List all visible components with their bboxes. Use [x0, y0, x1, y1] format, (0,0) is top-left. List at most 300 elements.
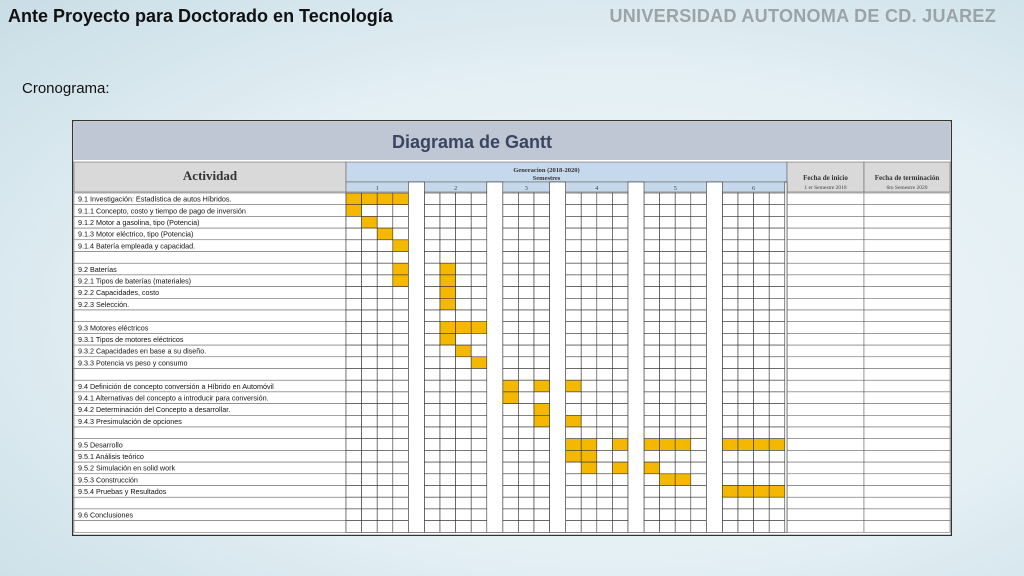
gantt-grid-cell [581, 509, 597, 521]
gantt-grid-cell [362, 322, 378, 334]
gantt-grid-cell [691, 228, 707, 240]
gantt-grid-cell [597, 462, 613, 474]
gantt-bar-cell [769, 439, 785, 451]
gantt-grid-cell [581, 275, 597, 287]
gantt-grid-cell [769, 427, 785, 439]
gantt-grid-cell [660, 521, 676, 533]
gantt-grid-cell [722, 415, 738, 427]
gantt-grid-cell [393, 521, 409, 533]
gantt-grid-cell [377, 427, 393, 439]
gantt-bar-cell [362, 216, 378, 228]
gantt-bar-cell [754, 486, 770, 498]
gantt-grid-cell [738, 263, 754, 275]
gantt-grid-cell [644, 380, 660, 392]
start-date-cell [787, 392, 864, 404]
gantt-grid-cell [503, 427, 519, 439]
gantt-grid-cell [644, 193, 660, 205]
gantt-grid-cell [722, 462, 738, 474]
gantt-grid-cell [346, 439, 362, 451]
gantt-grid-cell [581, 380, 597, 392]
gantt-grid-cell [612, 509, 628, 521]
gantt-grid-cell [534, 298, 550, 310]
start-date-cell [787, 205, 864, 217]
gantt-grid-cell [518, 509, 534, 521]
end-header: Fecha de terminación [874, 174, 940, 182]
end-date-cell [864, 474, 950, 486]
gantt-grid-cell [346, 486, 362, 498]
gantt-bar-cell [675, 474, 691, 486]
gantt-grid-cell [566, 216, 582, 228]
gantt-grid-cell [424, 357, 440, 369]
gantt-grid-cell [691, 497, 707, 509]
gantt-grid-cell [644, 427, 660, 439]
gantt-grid-cell [722, 298, 738, 310]
gantt-grid-cell [675, 462, 691, 474]
gantt-grid-cell [393, 369, 409, 381]
gantt-grid-cell [566, 345, 582, 357]
gantt-grid-cell [471, 497, 487, 509]
gantt-grid-cell [644, 345, 660, 357]
gantt-grid-cell [738, 333, 754, 345]
gantt-grid-cell [644, 357, 660, 369]
semester-number: 1 [375, 185, 379, 192]
gantt-grid-cell [581, 252, 597, 264]
gantt-grid-cell [566, 252, 582, 264]
gantt-grid-cell [362, 298, 378, 310]
semester-separator [487, 182, 503, 532]
gantt-grid-cell [471, 415, 487, 427]
gantt-grid-cell [675, 392, 691, 404]
gantt-bar-cell [566, 450, 582, 462]
gantt-grid-cell [644, 486, 660, 498]
gantt-grid-cell [440, 509, 456, 521]
gantt-bar-cell [534, 404, 550, 416]
gantt-grid-cell [362, 380, 378, 392]
activity-label: 9.5.2 Simulación en solid work [78, 463, 176, 473]
gantt-grid-cell [581, 205, 597, 217]
gantt-grid-cell [691, 240, 707, 252]
gantt-grid-cell [660, 298, 676, 310]
gantt-grid-cell [597, 486, 613, 498]
gantt-grid-cell [722, 357, 738, 369]
gantt-grid-cell [675, 497, 691, 509]
gantt-grid-cell [518, 240, 534, 252]
gantt-grid-cell [769, 287, 785, 299]
gantt-grid-cell [581, 287, 597, 299]
gantt-grid-cell [769, 474, 785, 486]
semester-separator [706, 182, 722, 532]
gantt-grid-cell [738, 252, 754, 264]
gantt-grid-cell [518, 298, 534, 310]
gantt-grid-cell [456, 497, 472, 509]
gantt-grid-cell [534, 333, 550, 345]
gantt-grid-cell [518, 216, 534, 228]
gantt-grid-cell [769, 263, 785, 275]
start-date-cell [787, 193, 864, 205]
gantt-grid-cell [424, 521, 440, 533]
gantt-grid-cell [597, 380, 613, 392]
gantt-bar-cell [754, 439, 770, 451]
activity-cell [74, 252, 346, 264]
gantt-grid-cell [456, 333, 472, 345]
gantt-grid-cell [581, 521, 597, 533]
end-date-cell [864, 310, 950, 322]
gantt-grid-cell [612, 310, 628, 322]
gantt-grid-cell [612, 392, 628, 404]
end-date-cell [864, 521, 950, 533]
gantt-grid-cell [722, 450, 738, 462]
gantt-grid-cell [377, 263, 393, 275]
activity-label: 9.3.1 Tipos de motores eléctricos [78, 335, 184, 344]
gantt-grid-cell [660, 333, 676, 345]
gantt-grid-cell [393, 252, 409, 264]
activity-label: 9.5.4 Pruebas y Resultados [78, 487, 167, 497]
gantt-grid-cell [440, 310, 456, 322]
gantt-grid-cell [346, 322, 362, 334]
gantt-grid-cell [581, 369, 597, 381]
gantt-grid-cell [424, 252, 440, 264]
activity-cell [74, 369, 346, 381]
start-date-cell [787, 497, 864, 509]
gantt-bar-cell [503, 380, 519, 392]
gantt-grid-cell [377, 298, 393, 310]
gantt-grid-cell [597, 240, 613, 252]
gantt-grid-cell [722, 228, 738, 240]
gantt-grid-cell [377, 415, 393, 427]
gantt-grid-cell [722, 205, 738, 217]
gantt-grid-cell [769, 228, 785, 240]
gantt-grid-cell [566, 497, 582, 509]
start-date-cell [787, 357, 864, 369]
start-sub: 1 er Semestre 2018 [804, 185, 847, 191]
semester-number: 6 [751, 185, 756, 192]
gantt-grid-cell [503, 263, 519, 275]
gantt-grid-cell [456, 462, 472, 474]
gantt-grid-cell [566, 486, 582, 498]
gantt-grid-cell [660, 380, 676, 392]
gantt-grid-cell [518, 345, 534, 357]
gantt-grid-cell [738, 275, 754, 287]
gantt-grid-cell [769, 415, 785, 427]
gantt-grid-cell [518, 474, 534, 486]
gantt-grid-cell [534, 357, 550, 369]
gantt-grid-cell [440, 228, 456, 240]
gantt-bar-cell [377, 228, 393, 240]
gantt-grid-cell [566, 404, 582, 416]
gantt-grid-cell [362, 263, 378, 275]
gantt-grid-cell [471, 333, 487, 345]
gantt-grid-cell [722, 287, 738, 299]
gantt-grid-cell [597, 287, 613, 299]
gantt-grid-cell [691, 287, 707, 299]
end-sub: 6to Semestre 2020 [886, 185, 928, 191]
gantt-bar-cell [738, 486, 754, 498]
gantt-grid-cell [456, 474, 472, 486]
gantt-grid-cell [377, 357, 393, 369]
gantt-grid-cell [644, 322, 660, 334]
gantt-grid-cell [660, 392, 676, 404]
gantt-grid-cell [754, 497, 770, 509]
gantt-grid-cell [597, 509, 613, 521]
gantt-grid-cell [566, 310, 582, 322]
gantt-grid-cell [660, 287, 676, 299]
gantt-grid-cell [738, 404, 754, 416]
gantt-grid-cell [393, 497, 409, 509]
gantt-grid-cell [644, 521, 660, 533]
gantt-grid-cell [691, 252, 707, 264]
section-subtitle: Cronograma: [22, 80, 110, 97]
gantt-grid-cell [393, 298, 409, 310]
gantt-grid-cell [424, 380, 440, 392]
gantt-grid-cell [362, 474, 378, 486]
gantt-grid-cell [440, 450, 456, 462]
gantt-grid-cell [424, 310, 440, 322]
gantt-grid-cell [377, 474, 393, 486]
gantt-grid-cell [362, 450, 378, 462]
gantt-grid-cell [362, 521, 378, 533]
gantt-grid-cell [597, 263, 613, 275]
gantt-grid-cell [612, 228, 628, 240]
gantt-grid-cell [597, 427, 613, 439]
gantt-grid-cell [612, 497, 628, 509]
gantt-grid-cell [597, 205, 613, 217]
gantt-bar-cell [660, 439, 676, 451]
activity-cell [74, 427, 346, 439]
gantt-bar-cell [612, 439, 628, 451]
gantt-grid-cell [675, 228, 691, 240]
gantt-grid-cell [534, 205, 550, 217]
gantt-grid-cell [377, 240, 393, 252]
end-date-cell [864, 298, 950, 310]
gantt-grid-cell [518, 380, 534, 392]
gantt-grid-cell [424, 427, 440, 439]
gantt-grid-cell [518, 369, 534, 381]
gantt-grid-cell [471, 216, 487, 228]
gantt-grid-cell [612, 193, 628, 205]
gantt-grid-cell [738, 240, 754, 252]
gantt-grid-cell [769, 369, 785, 381]
gantt-bar-cell [440, 275, 456, 287]
gantt-grid-cell [534, 392, 550, 404]
gantt-grid-cell [362, 205, 378, 217]
gantt-grid-cell [660, 486, 676, 498]
gantt-grid-cell [346, 333, 362, 345]
gantt-grid-cell [769, 333, 785, 345]
gantt-grid-cell [644, 509, 660, 521]
start-date-cell [787, 509, 864, 521]
gantt-grid-cell [424, 392, 440, 404]
start-date-cell [787, 216, 864, 228]
gantt-grid-cell [691, 322, 707, 334]
gantt-grid-cell [346, 310, 362, 322]
gantt-grid-cell [754, 322, 770, 334]
end-date-cell [864, 240, 950, 252]
gantt-grid-cell [503, 287, 519, 299]
gantt-grid-cell [754, 380, 770, 392]
semester-number: 5 [673, 185, 677, 192]
gantt-grid-cell [424, 450, 440, 462]
gantt-grid-cell [424, 193, 440, 205]
gantt-grid-cell [362, 439, 378, 451]
gantt-grid-cell [581, 228, 597, 240]
end-date-cell [864, 193, 950, 205]
gantt-grid-cell [566, 462, 582, 474]
gantt-grid-cell [754, 310, 770, 322]
gantt-grid-cell [424, 345, 440, 357]
gantt-grid-cell [754, 240, 770, 252]
gantt-grid-cell [738, 345, 754, 357]
activity-label: 9.3.2 Capacidades en base a su diseño. [78, 346, 207, 356]
gantt-grid-cell [362, 462, 378, 474]
gantt-grid-cell [518, 404, 534, 416]
gantt-grid-cell [644, 263, 660, 275]
start-date-cell [787, 427, 864, 439]
gantt-grid-cell [503, 345, 519, 357]
gantt-bar-cell [534, 415, 550, 427]
gantt-grid-cell [612, 252, 628, 264]
start-date-cell [787, 462, 864, 474]
gantt-grid-cell [612, 240, 628, 252]
gantt-grid-cell [518, 357, 534, 369]
gantt-grid-cell [518, 322, 534, 334]
gantt-grid-cell [362, 228, 378, 240]
gantt-grid-cell [722, 322, 738, 334]
gantt-grid-cell [393, 380, 409, 392]
gantt-grid-cell [722, 474, 738, 486]
gantt-grid-cell [660, 193, 676, 205]
gantt-grid-cell [503, 450, 519, 462]
end-date-cell [864, 216, 950, 228]
gantt-grid-cell [691, 404, 707, 416]
gantt-grid-cell [424, 275, 440, 287]
end-date-cell [864, 509, 950, 521]
gantt-grid-cell [362, 310, 378, 322]
gantt-grid-cell [769, 521, 785, 533]
gantt-grid-cell [660, 252, 676, 264]
gantt-grid-cell [362, 357, 378, 369]
gantt-grid-cell [534, 462, 550, 474]
gantt-grid-cell [769, 193, 785, 205]
end-date-cell [864, 369, 950, 381]
gantt-bar-cell [362, 193, 378, 205]
semester-number: 4 [595, 185, 599, 192]
gantt-grid-cell [754, 263, 770, 275]
gantt-grid-cell [675, 404, 691, 416]
gantt-bar-cell [456, 322, 472, 334]
gantt-grid-cell [675, 486, 691, 498]
gantt-bar-cell [471, 357, 487, 369]
activity-label: 9.2.3 Selección. [78, 299, 130, 309]
gantt-grid-cell [769, 252, 785, 264]
gantt-grid-cell [393, 486, 409, 498]
gantt-grid-cell [471, 369, 487, 381]
gantt-grid-cell [456, 404, 472, 416]
gantt-grid-cell [503, 474, 519, 486]
gantt-grid-cell [440, 427, 456, 439]
gantt-grid-cell [722, 392, 738, 404]
gantt-grid-cell [612, 521, 628, 533]
gantt-grid-cell [471, 404, 487, 416]
gantt-grid-cell [581, 357, 597, 369]
gantt-grid-cell [675, 287, 691, 299]
gantt-grid-cell [518, 228, 534, 240]
activity-label: 9.4.2 Determinación del Concepto a desarrollar. [78, 405, 231, 415]
gantt-grid-cell [518, 310, 534, 322]
gantt-grid-cell [346, 415, 362, 427]
gantt-grid-cell [440, 252, 456, 264]
gantt-grid-cell [456, 263, 472, 275]
gantt-grid-cell [471, 486, 487, 498]
gantt-grid-cell [377, 392, 393, 404]
gantt-grid-cell [440, 474, 456, 486]
gantt-grid-cell [503, 357, 519, 369]
gantt-grid-cell [754, 298, 770, 310]
gantt-grid-cell [471, 392, 487, 404]
gantt-grid-cell [597, 333, 613, 345]
gantt-bar-cell [377, 193, 393, 205]
gantt-grid-cell [393, 287, 409, 299]
gantt-grid-cell [660, 216, 676, 228]
end-date-cell [864, 392, 950, 404]
gantt-grid-cell [503, 216, 519, 228]
gantt-bar-cell [440, 333, 456, 345]
gantt-grid-cell [503, 486, 519, 498]
gantt-grid-cell [503, 310, 519, 322]
gantt-grid-cell [566, 240, 582, 252]
gantt-grid-cell [722, 509, 738, 521]
gantt-grid-cell [471, 298, 487, 310]
gantt-grid-cell [503, 322, 519, 334]
gantt-grid-cell [393, 415, 409, 427]
start-header: Fecha de inicio [803, 174, 848, 182]
start-date-cell [787, 345, 864, 357]
gantt-grid-cell [518, 287, 534, 299]
gantt-grid-cell [534, 240, 550, 252]
gantt-grid-cell [769, 380, 785, 392]
semester-number: 3 [524, 185, 528, 192]
gantt-grid-cell [754, 216, 770, 228]
gantt-grid-cell [362, 240, 378, 252]
gantt-grid-cell [597, 252, 613, 264]
gantt-grid-cell [754, 287, 770, 299]
start-date-cell [787, 369, 864, 381]
start-date-cell [787, 333, 864, 345]
gantt-grid-cell [691, 380, 707, 392]
gantt-grid-cell [471, 474, 487, 486]
gantt-bar-cell [566, 415, 582, 427]
gantt-grid-cell [456, 380, 472, 392]
gantt-bar-cell [581, 450, 597, 462]
gantt-grid-cell [456, 252, 472, 264]
gantt-grid-cell [722, 240, 738, 252]
gantt-grid-cell [597, 450, 613, 462]
gantt-grid-cell [675, 322, 691, 334]
gantt-grid-cell [362, 509, 378, 521]
gantt-grid-cell [738, 193, 754, 205]
gantt-grid-cell [346, 287, 362, 299]
gantt-grid-cell [377, 310, 393, 322]
gantt-grid-cell [393, 450, 409, 462]
gantt-grid-cell [691, 345, 707, 357]
gantt-grid-cell [691, 439, 707, 451]
gantt-grid-cell [377, 404, 393, 416]
gantt-grid-cell [534, 252, 550, 264]
gantt-grid-cell [471, 521, 487, 533]
activity-header: Actividad [182, 168, 238, 183]
gantt-grid-cell [691, 263, 707, 275]
end-date-cell [864, 287, 950, 299]
gantt-grid-cell [566, 474, 582, 486]
